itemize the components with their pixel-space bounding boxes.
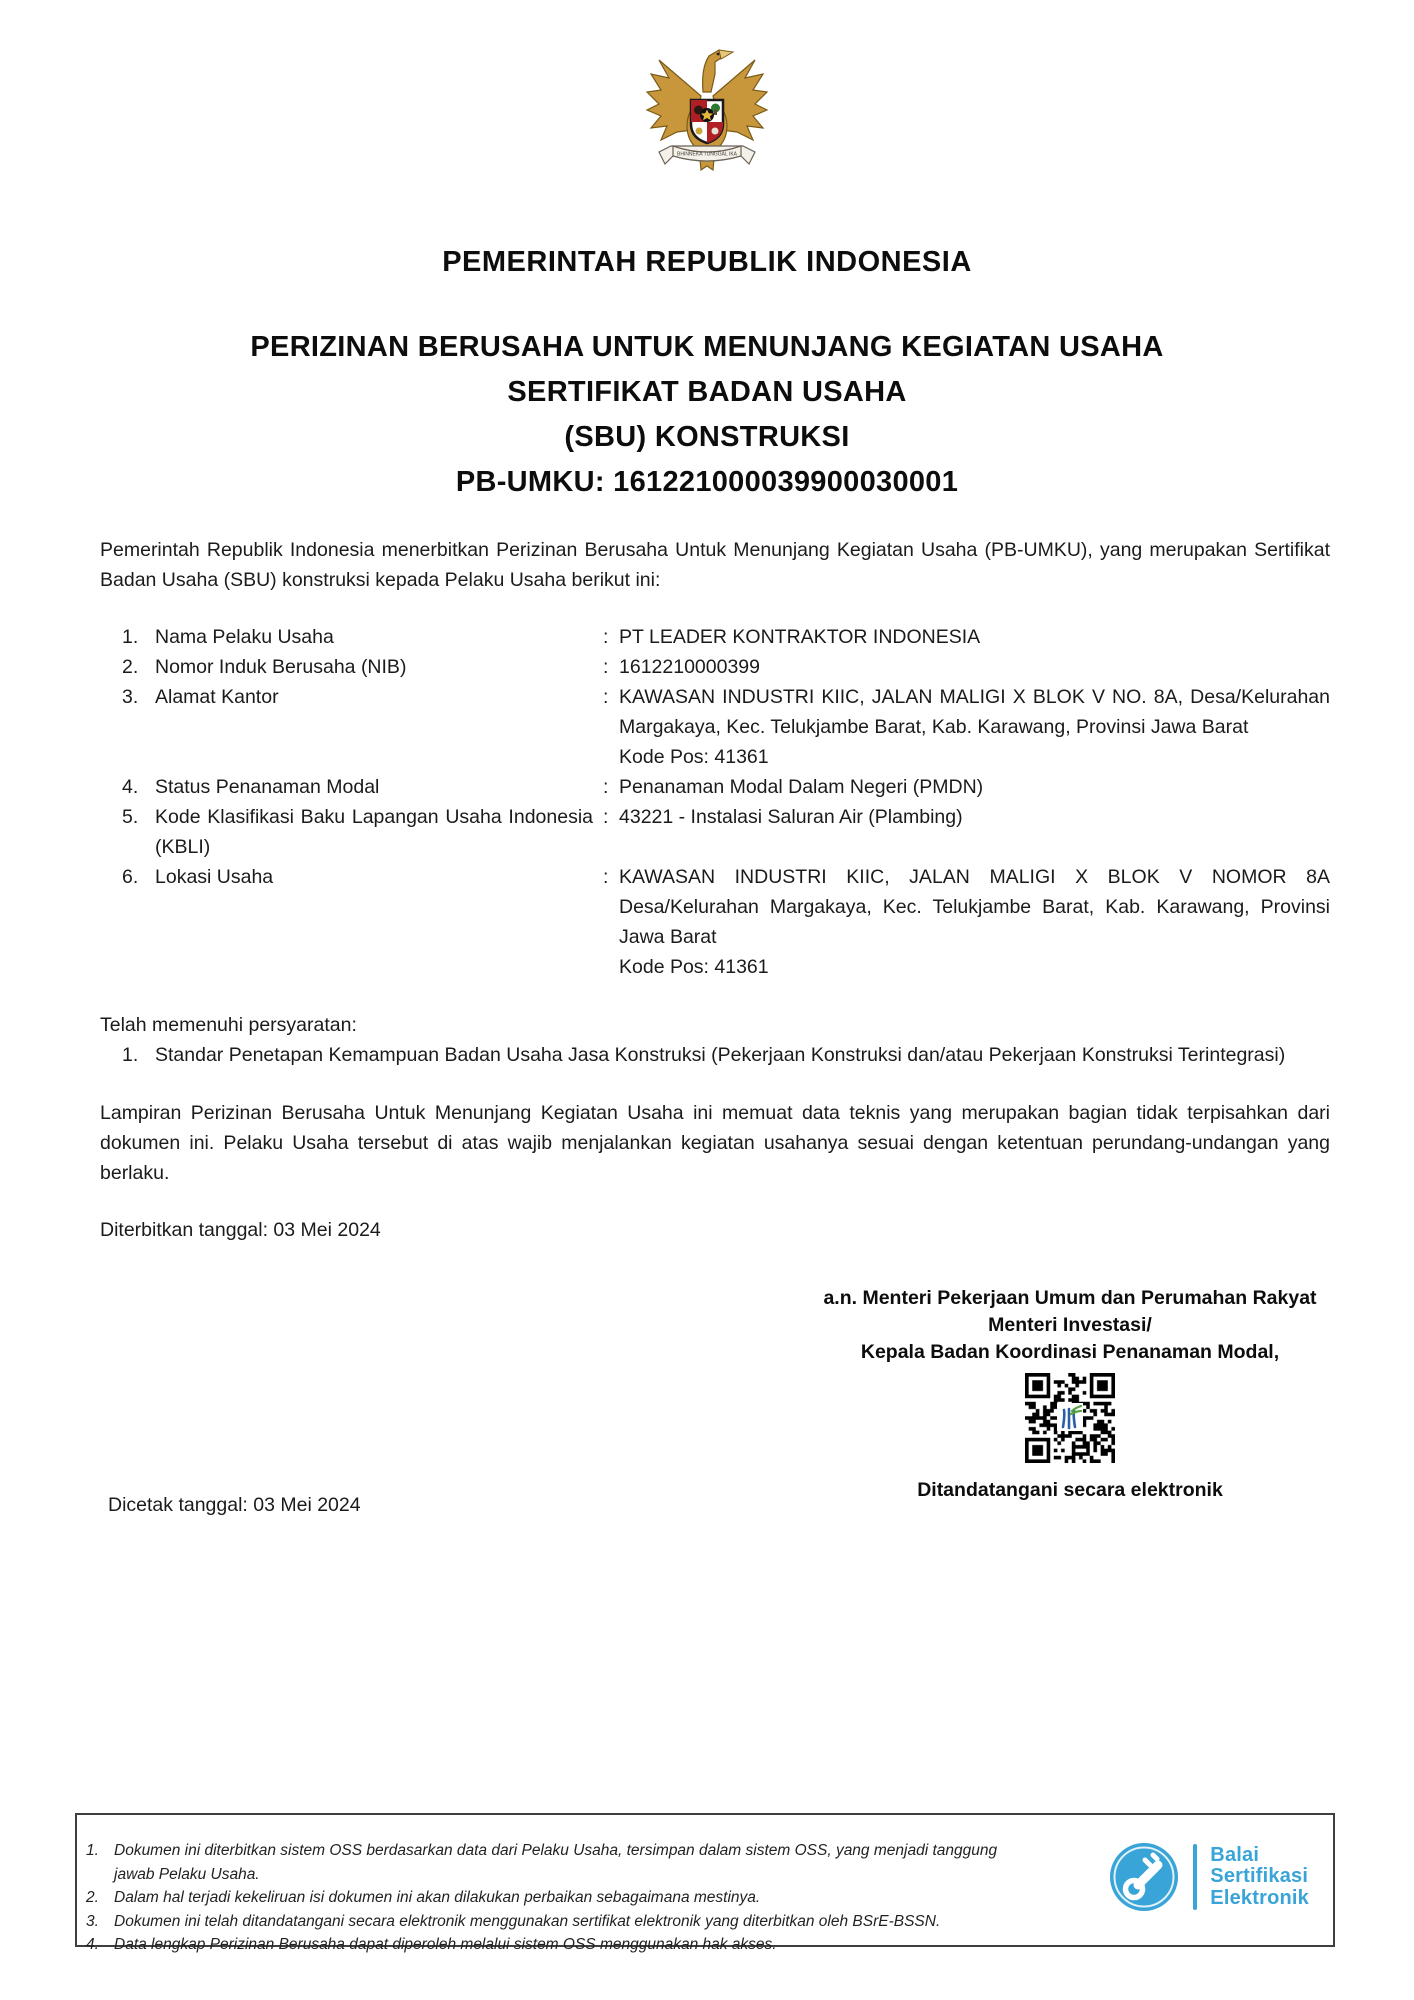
field-value (603, 862, 1330, 982)
note-number: 1. (86, 1842, 99, 1859)
requirement-number: 1. (122, 1044, 139, 1066)
garuda-pancasila-icon (645, 34, 769, 186)
signature-block (750, 1285, 1390, 1504)
field-row-nama (100, 622, 1330, 652)
bsre-key-icon (1108, 1841, 1180, 1913)
field-number: 5. (122, 806, 139, 828)
intro-paragraph: Pemerintah Republik Indonesia menerbitkan Perizinan Berusaha Untuk Menunjang Kegiatan Usaha (PB-UMKU), yang merupakan Sertifikat Badan Usaha (SBU) konstruksi kepada Pelaku Usaha berikut ini: (100, 539, 1330, 591)
field-value-text: 43221 - Instalasi Saluran Air (Plambing) (619, 806, 963, 828)
separator: : (603, 776, 609, 798)
field-number: 6. (122, 866, 139, 888)
title-line-2: SERTIFIKAT BADAN USAHA (507, 376, 907, 408)
field-number: 2. (122, 656, 139, 678)
closing-paragraph: Lampiran Perizinan Berusaha Untuk Menunjang Kegiatan Usaha ini memuat data teknis yang merupakan bagian tidak terpisahkan dari dokumen ini. Pelaku Usaha tersebut di atas wajib menjalankan kegiatan usahanya sesuai dengan ketentuan perundang-undangan yang berlaku. (100, 1102, 1330, 1184)
bsre-logo-text (1210, 1845, 1309, 1910)
separator: : (603, 866, 609, 888)
requirements-heading: Telah memenuhi persyaratan: (100, 1014, 357, 1036)
field-value (603, 802, 1330, 832)
bkpm-logo-icon (1057, 1403, 1083, 1431)
field-row-kbli (100, 802, 1330, 862)
bsre-logo (1108, 1841, 1309, 1913)
requirement-item (100, 1040, 1330, 1070)
issued-date-line: Diterbitkan tanggal: 03 Mei 2024 (100, 1219, 381, 1241)
note-number: 2. (86, 1889, 99, 1906)
field-value-text: KAWASAN INDUSTRI KIIC, JALAN MALIGI X BLOK V NOMOR 8A Desa/Kelurahan Margakaya, Kec. Telukjambe Barat, Kab. Karawang, Provinsi Jawa Barat (619, 866, 1330, 948)
field-value-text: KAWASAN INDUSTRI KIIC, JALAN MALIGI X BLOK V NO. 8A, Desa/Kelurahan Margakaya, Kec. Telukjambe Barat, Kab. Karawang, Provinsi Jawa Barat (619, 686, 1330, 738)
fields-list (100, 622, 1330, 982)
separator: : (603, 686, 609, 708)
field-number: 1. (122, 626, 139, 648)
field-label: Alamat Kantor (155, 686, 279, 708)
note-text: Dokumen ini diterbitkan sistem OSS berdasarkan data dari Pelaku Usaha, tersimpan dalam sistem OSS, yang menjadi tanggung jawab Pelaku Usaha. (114, 1842, 998, 1883)
field-value (603, 682, 1330, 772)
note-text: Data lengkap Perizinan Berusaha dapat diperoleh melalui sistem OSS menggunakan hak akses. (114, 1936, 777, 1953)
printed-date-line: Dicetak tanggal: 03 Mei 2024 (108, 1494, 361, 1516)
signature-line-3: Kepala Badan Koordinasi Penanaman Modal, (860, 1341, 1280, 1363)
field-label: Status Penanaman Modal (155, 776, 380, 798)
field-label: Kode Klasifikasi Baku Lapangan Usaha Indonesia (KBLI) (155, 806, 593, 858)
title-line-1: PERIZINAN BERUSAHA UNTUK MENUNJANG KEGIATAN USAHA (250, 331, 1164, 363)
separator: : (603, 806, 609, 828)
signed-electronically-note: Ditandatangani secara elektronik (917, 1479, 1223, 1501)
separator: : (603, 626, 609, 648)
note-number: 3. (86, 1912, 99, 1930)
field-value-text: Penanaman Modal Dalam Negeri (PMDN) (619, 776, 984, 798)
field-number: 4. (122, 776, 139, 798)
note-number: 4. (86, 1936, 99, 1953)
bsre-text-line-1: Balai (1210, 1843, 1260, 1866)
svg-text:BHINNEKA TUNGGAL IKA: BHINNEKA TUNGGAL IKA (676, 151, 738, 158)
field-value-extra: Kode Pos: 41361 (619, 956, 769, 978)
signature-line-2: Menteri Investasi/ (988, 1314, 1152, 1336)
note-text: Dalam hal terjadi kekeliruan isi dokumen ini akan dilakukan perbaikan sebagaimana mestinya. (114, 1889, 761, 1906)
field-value-text: 1612210000399 (619, 656, 760, 678)
bsre-text-line-2: Sertifikasi (1210, 1865, 1309, 1888)
title-line-3: (SBU) KONSTRUKSI (564, 421, 850, 453)
field-value (603, 772, 1330, 802)
field-label: Nama Pelaku Usaha (155, 626, 334, 648)
field-number: 3. (122, 686, 139, 708)
footer-notes-box (75, 1813, 1335, 1953)
footer-note (86, 1933, 1333, 1957)
logo-divider (1193, 1844, 1197, 1910)
title-line-pbumku: PB-UMKU: 161221000039900030001 (455, 466, 959, 498)
separator: : (603, 656, 609, 678)
signature-line-1: a.n. Menteri Pekerjaan Umum dan Perumahan Rakyat (823, 1287, 1317, 1309)
field-value (603, 652, 1330, 682)
field-label: Lokasi Usaha (155, 866, 274, 888)
field-value-text: PT LEADER KONTRAKTOR INDONESIA (619, 626, 981, 648)
field-row-alamat (100, 682, 1330, 772)
note-text: Dokumen ini telah ditandatangani secara elektronik menggunakan sertifikat elektronik yang diterbitkan oleh BSrE-BSSN. (114, 1912, 941, 1930)
document-title (0, 325, 1414, 505)
field-row-lokasi (100, 862, 1330, 982)
field-value-extra: Kode Pos: 41361 (619, 746, 769, 768)
field-label: Nomor Induk Berusaha (NIB) (155, 656, 407, 678)
requirement-text: Standar Penetapan Kemampuan Badan Usaha Jasa Konstruksi (Pekerjaan Konstruksi dan/atau Pekerjaan Konstruksi Terintegrasi) (155, 1044, 1286, 1066)
government-heading: PEMERINTAH REPUBLIK INDONESIA (442, 246, 972, 278)
field-value (603, 622, 1330, 652)
field-row-status-modal (100, 772, 1330, 802)
bsre-text-line-3: Elektronik (1210, 1886, 1309, 1909)
footer-note (86, 1910, 1333, 1934)
field-row-nib (100, 652, 1330, 682)
qr-code (1025, 1373, 1115, 1463)
